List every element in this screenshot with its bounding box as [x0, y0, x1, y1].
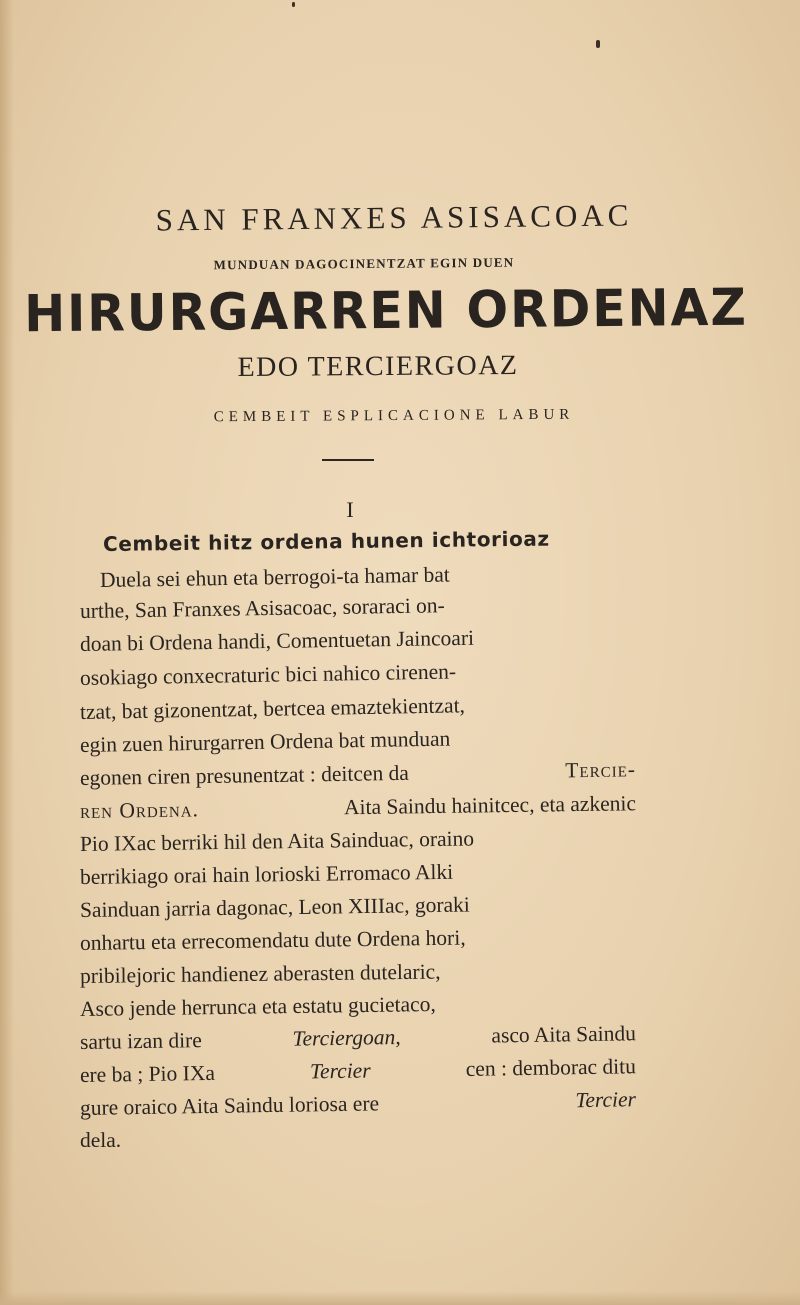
body-line [80, 1054, 636, 1088]
ink-speck [292, 2, 295, 7]
body-line [80, 1021, 636, 1055]
section-numeral: I [346, 497, 354, 522]
page-edge-shadow [0, 0, 14, 1305]
body-line: Pio IXac berriki hil den Aita Sainduac, oraino [79, 826, 475, 856]
body-line: Sainduan jarria dagonac, Leon XIIIac, goraki [79, 892, 470, 922]
emphasis-term: Tercier [575, 1087, 637, 1113]
body-text-segment: sartu izan dire [79, 1028, 202, 1054]
page-bottom-shadow [0, 1291, 800, 1305]
body-line: Duela sei ehun eta berrogoi-ta hamar bat [99, 562, 450, 592]
body-text-segment: gure oraico Aita Saindu loriosa ere [79, 1091, 380, 1120]
emphasis-term: Tercier [309, 1058, 371, 1084]
body-text-segment: egonen ciren presunentzat : deitcen da [79, 760, 410, 790]
body-line: onhartu eta errecomendatu dute Ordena hori, [79, 925, 466, 955]
body-text-segment: ere ba ; Pio IXa [79, 1060, 216, 1087]
subtitle-line: MUNDUAN DAGOCINENTZAT EGIN DUEN [213, 254, 515, 273]
main-title: HIRURGARREN ORDENAZ [23, 278, 749, 345]
body-text-segment: cen : demborac ditu [465, 1054, 637, 1081]
section-heading: Cembeit hitz ordena hunen ichtorioaz [102, 526, 550, 556]
description-line: CEMBEIT ESPLICACIONE LABUR [213, 406, 575, 426]
body-text-segment: Aita Saindu hainitcec, eta azkenic [343, 791, 637, 820]
emphasis-term: Terciergoan, [292, 1024, 401, 1051]
body-line: tzat, bat gizonentzat, bertcea emaztekientzat, [79, 693, 466, 724]
body-line: urthe, San Franxes Asisacoac, soraraci on- [79, 593, 445, 623]
body-text-segment: asco Aita Saindu [491, 1021, 637, 1048]
body-line: doan bi Ordena handi, Comentuetan Jaincoari [79, 625, 475, 656]
ink-speck [596, 40, 600, 48]
divider-rule [322, 459, 374, 461]
author-line: SAN FRANXES ASISACOAC [155, 197, 633, 238]
emphasis-term: Tercie- [565, 757, 637, 783]
emphasis-term: ren Ordena. [79, 797, 200, 823]
alt-title: EDO TERCIERGOAZ [237, 350, 519, 383]
body-line: pribilejoric handienez aberasten dutelaric, [79, 959, 441, 988]
body-line: egin zuen hirurgarren Ordena bat munduan [79, 726, 451, 757]
body-line: Asco jende herrunca eta estatu gucietaco, [79, 992, 436, 1021]
body-line [80, 757, 636, 791]
body-line [80, 1087, 636, 1121]
body-line: osokiago conxecraturic bici nahico cirenen- [79, 659, 457, 690]
body-line: dela. [80, 1128, 122, 1152]
body-line [80, 791, 636, 824]
body-line: berrikiago orai hain lorioski Erromaco Alki [79, 859, 454, 889]
